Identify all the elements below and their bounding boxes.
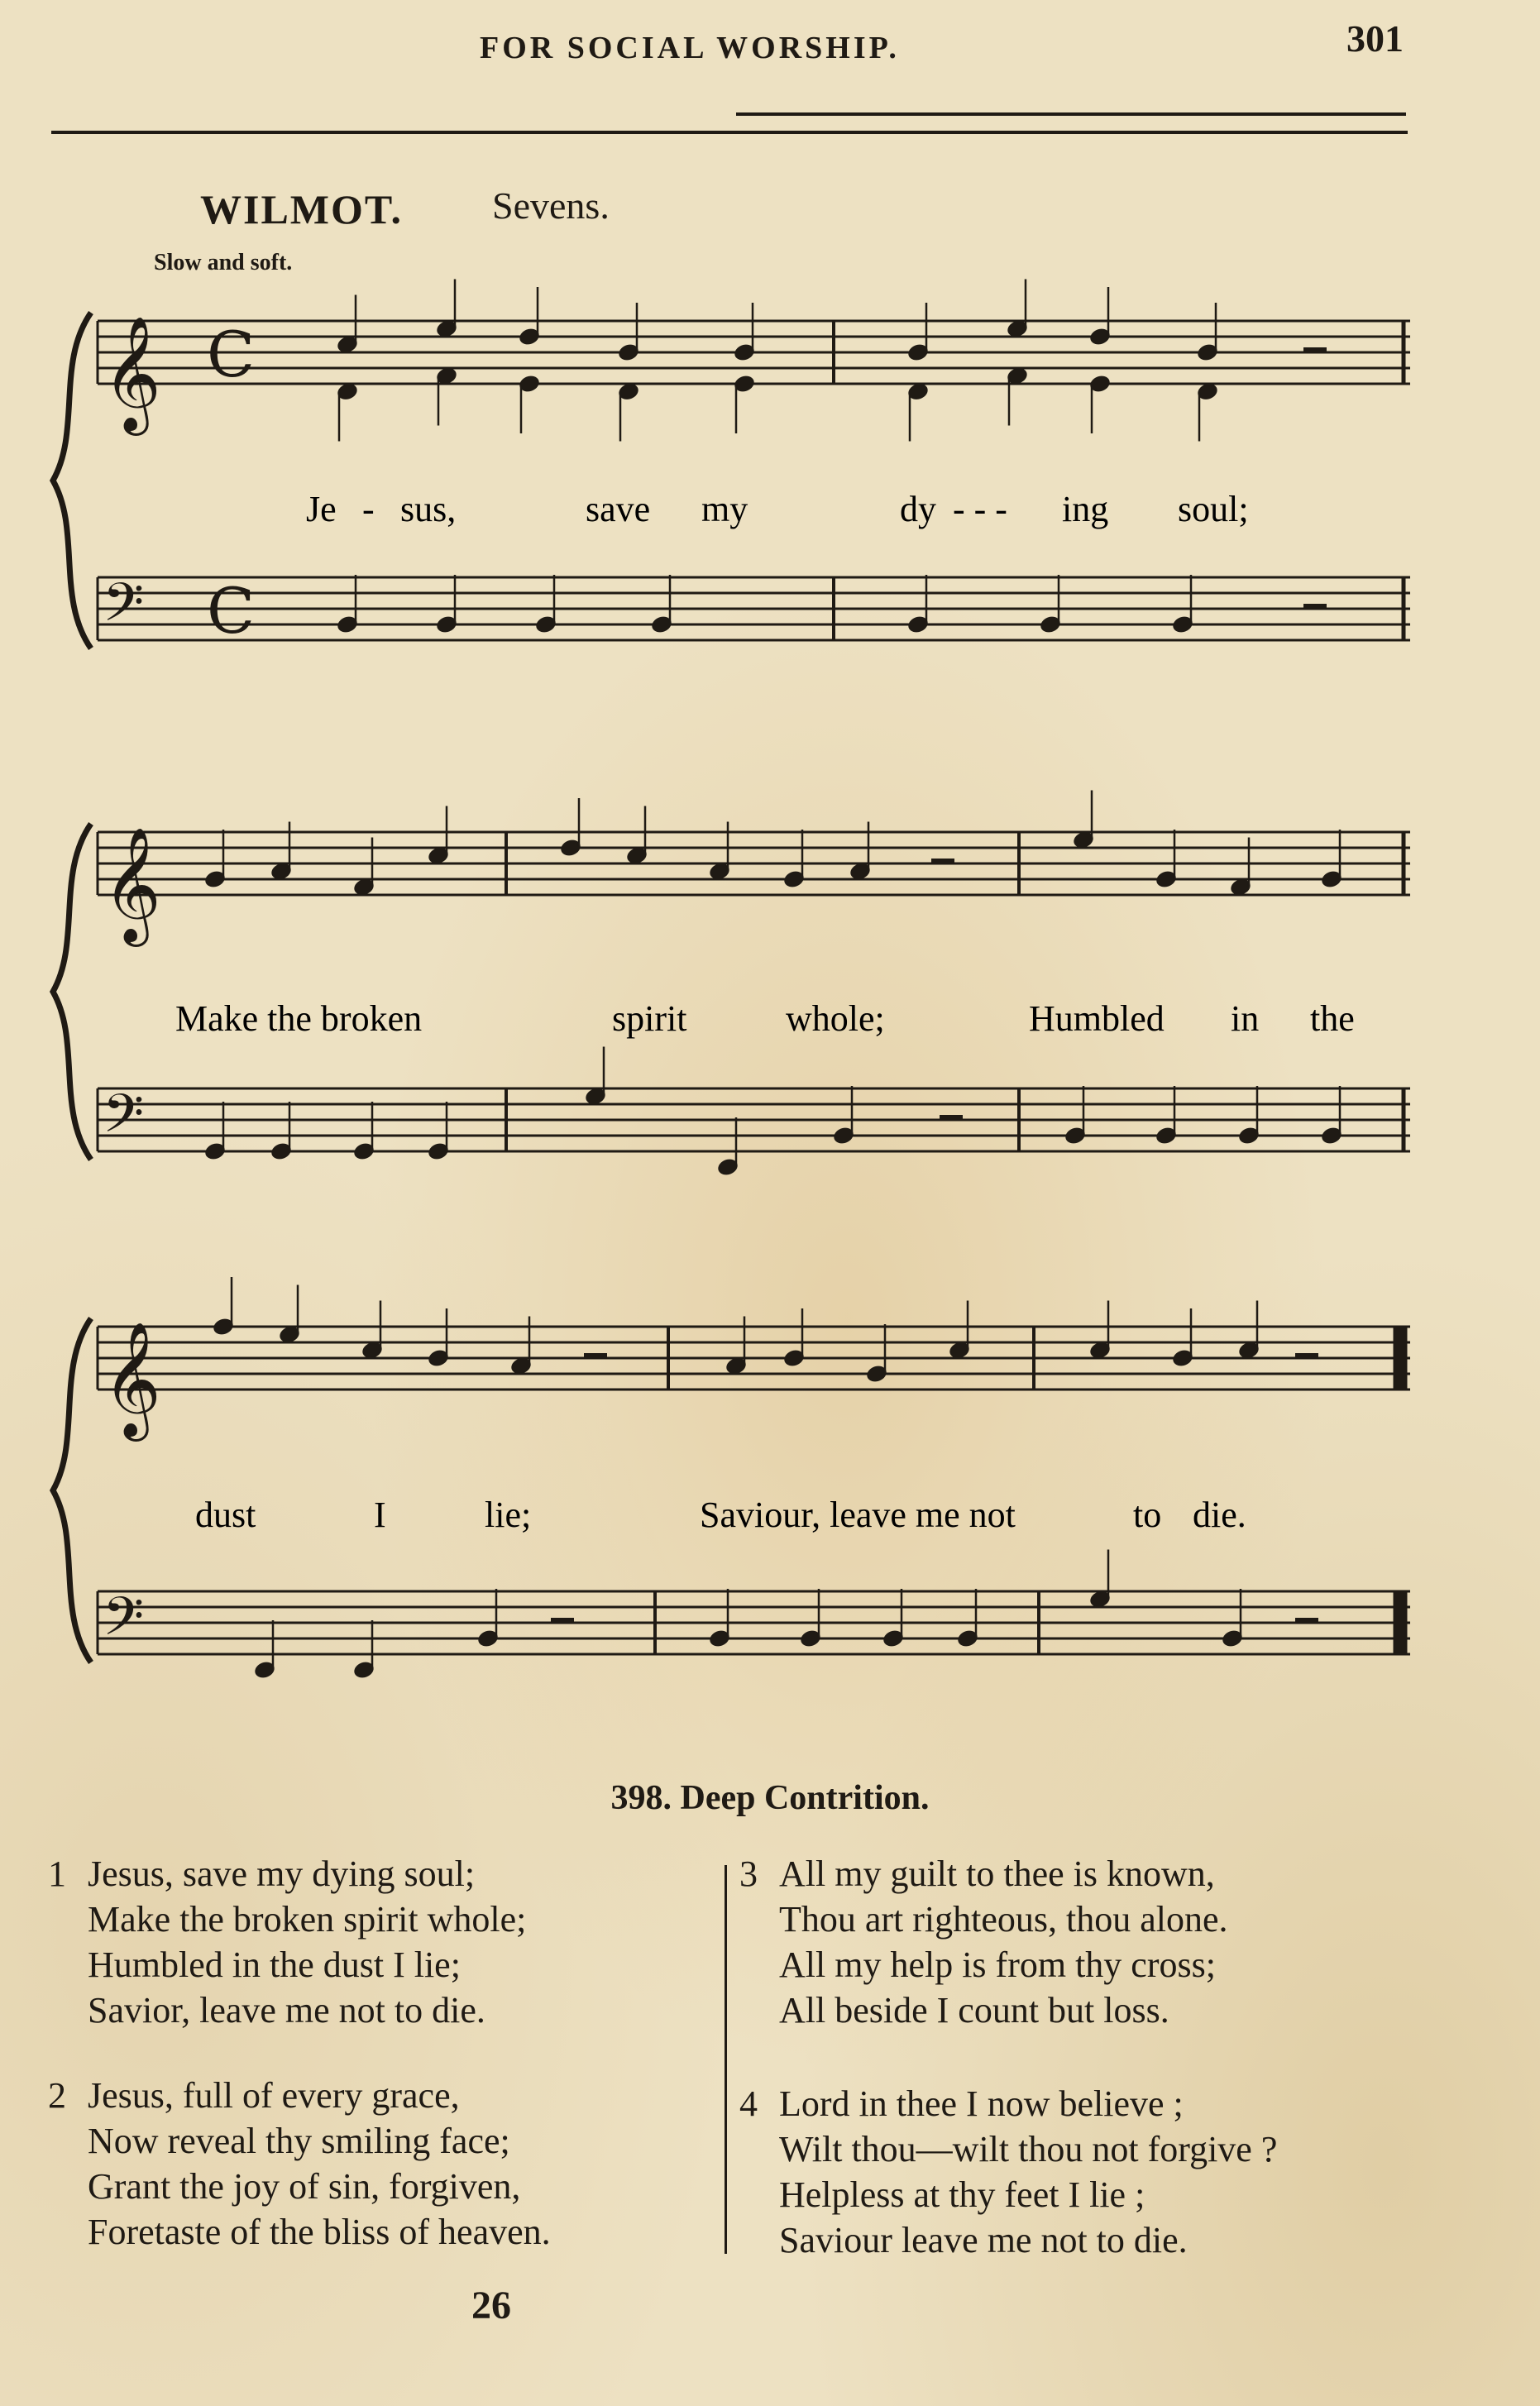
brace-icon: [53, 1318, 91, 1662]
bass-clef-icon: 𝄢: [103, 572, 145, 647]
stanza-line: Jesus, save my dying soul;: [88, 1854, 476, 1894]
half-rest-icon: [1303, 347, 1327, 353]
stanza-line: Saviour leave me not to die.: [779, 2220, 1188, 2260]
stanza-line: Jesus, full of every grace,: [88, 2075, 460, 2116]
lyric-word: save: [586, 489, 651, 529]
running-head: FOR SOCIAL WORSHIP.: [480, 31, 900, 65]
lyric-word: Saviour, leave me not: [700, 1495, 1016, 1535]
signature-mark: 26: [471, 2284, 511, 2327]
tempo-marking: Slow and soft.: [154, 250, 293, 275]
half-rest-icon: [940, 1115, 963, 1121]
lyric-word: my: [701, 489, 748, 529]
stanza-number: 4: [739, 2083, 758, 2124]
stanza-number: 2: [48, 2075, 66, 2116]
lyric-word: soul;: [1178, 489, 1249, 529]
stanza-line: Savior, leave me not to die.: [88, 1990, 485, 2031]
stanza-line: Grant the joy of sin, forgiven,: [88, 2166, 521, 2207]
half-rest-icon: [1303, 604, 1327, 610]
treble-clef-icon: 𝄞: [103, 1322, 161, 1437]
stanza: [48, 1851, 710, 2033]
final-barline: [1394, 1591, 1407, 1654]
lyric-word: I: [374, 1495, 386, 1535]
lyric-word: dust: [195, 1495, 256, 1535]
tune-meter: Sevens.: [492, 184, 610, 227]
stanza: [48, 2073, 710, 2255]
stanza-line: Helpless at thy feet I lie ;: [779, 2174, 1145, 2215]
half-rest-icon: [584, 1353, 607, 1359]
stanza-line: Wilt thou—wilt thou not forgive ?: [779, 2129, 1278, 2169]
lyric-word: die.: [1193, 1495, 1246, 1535]
lyric-word: the: [1310, 998, 1355, 1039]
stanza-line: Lord in thee I now believe ;: [779, 2083, 1184, 2124]
common-time-icon: C: [207, 574, 256, 648]
final-barline: [1394, 1327, 1407, 1390]
tune-title: WILMOT.: [200, 186, 404, 232]
lyric-word: sus,: [400, 489, 457, 529]
half-rest-icon: [1295, 1353, 1318, 1359]
lyric-word: -: [362, 489, 375, 529]
treble-clef-icon: 𝄞: [103, 827, 161, 942]
lyric-word: in: [1231, 998, 1260, 1039]
brace-icon: [53, 824, 91, 1160]
half-rest-icon: [931, 859, 954, 864]
lyric-word: spirit: [612, 998, 687, 1039]
page-number: 301: [1346, 17, 1404, 60]
half-rest-icon: [1295, 1618, 1318, 1624]
common-time-icon: C: [207, 318, 256, 391]
clefs: [103, 316, 255, 1661]
column-divider: [725, 1865, 727, 2254]
stanza-number: 3: [739, 1854, 758, 1894]
stanza-line: Make the broken spirit whole;: [88, 1899, 527, 1940]
lyric-word: Humbled: [1029, 998, 1165, 1039]
stanza: [739, 1851, 1509, 2033]
lyric-word: dy: [900, 489, 936, 529]
lyric-word: Make the broken: [175, 998, 423, 1039]
treble-clef-icon: 𝄞: [103, 316, 161, 431]
half-rest-icon: [551, 1618, 574, 1624]
lyric-word: - - -: [953, 489, 1007, 529]
stanza-line: Now reveal thy smiling face;: [88, 2121, 510, 2161]
lyric-word: lie;: [485, 1495, 532, 1535]
stanza-line: All my guilt to thee is known,: [779, 1854, 1215, 1894]
stanza: [739, 2081, 1509, 2263]
bass-clef-icon: 𝄢: [103, 1083, 145, 1158]
stanza-line: All my help is from thy cross;: [779, 1944, 1216, 1985]
brace-icon: [53, 313, 91, 648]
stanza-line: Thou art righteous, thou alone.: [779, 1899, 1228, 1940]
bass-clef-icon: 𝄢: [103, 1586, 145, 1661]
lyric-word: ing: [1062, 489, 1109, 529]
lyric-word: to: [1133, 1495, 1162, 1535]
stanza-number: 1: [48, 1854, 66, 1894]
lyric-word: whole;: [786, 998, 885, 1039]
lyric-word: Je: [306, 489, 337, 529]
stanza-line: Foretaste of the bliss of heaven.: [88, 2212, 551, 2252]
stanza-line: All beside I count but loss.: [779, 1990, 1169, 2031]
hymn-title: 398. Deep Contrition.: [610, 1779, 930, 1817]
stanza-line: Humbled in the dust I lie;: [88, 1944, 461, 1985]
